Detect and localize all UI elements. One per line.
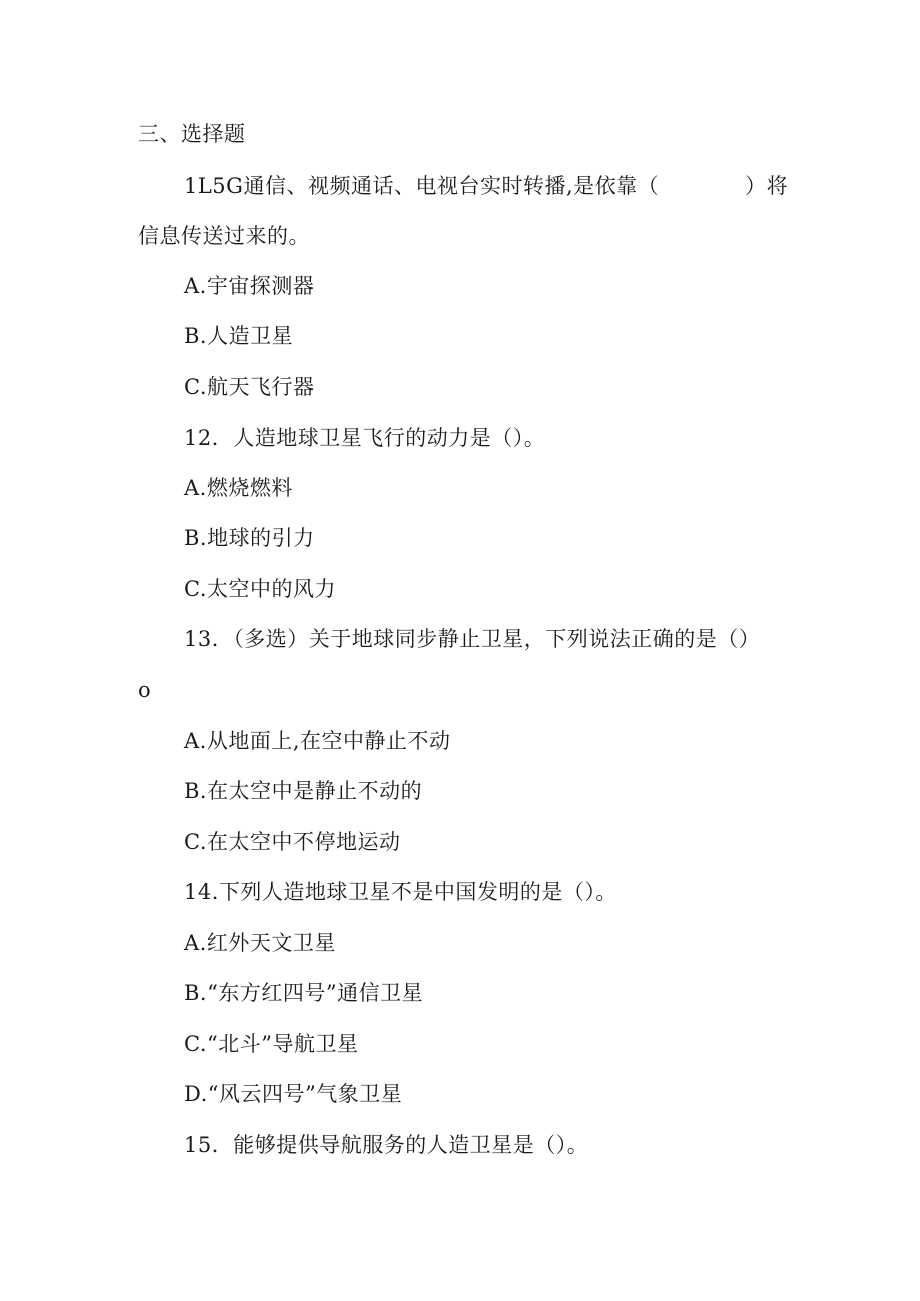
question-11-stem-before-blank: 1L5G通信、视频通话、电视台实时转播,是依靠（ [184, 174, 660, 198]
section-title: 三、选择题 [138, 122, 246, 146]
question-13-option-c: C.在太空中不停地运动 [184, 830, 401, 854]
question-11-stem-after-blank: ）将 [745, 174, 789, 198]
question-11-option-b: B.人造卫星 [184, 324, 294, 348]
question-12-option-a: A.燃烧燃料 [184, 476, 293, 500]
question-11-option-c: C.航天飞行器 [184, 375, 315, 399]
question-11-option-a: A.宇宙探测器 [184, 274, 315, 298]
question-13-option-a: A.从地面上,在空中静止不动 [184, 729, 451, 753]
question-12-stem: 12．人造地球卫星飞行的动力是（）。 [184, 426, 546, 450]
question-14-option-d: D.“风云四号”气象卫星 [184, 1082, 403, 1106]
question-12-option-c: C.太空中的风力 [184, 577, 336, 601]
question-13-stem-line1: 13．（多选）关于地球同步静止卫星，下列说法正确的是（） [184, 627, 761, 651]
question-11-stem-line1 [184, 172, 788, 200]
question-14-stem: 14.下列人造地球卫星不是中国发明的是（）。 [184, 880, 617, 904]
question-14-option-c: C.“北斗”导航卫星 [184, 1032, 359, 1056]
question-13-option-b: B.在太空中是静止不动的 [184, 779, 423, 803]
question-13-stem-line2: o [138, 678, 152, 702]
question-15-stem: 15．能够提供导航服务的人造卫星是（）。 [184, 1133, 589, 1157]
question-11-stem-line2: 信息传送过来的。 [138, 224, 310, 248]
question-12-option-b: B.地球的引力 [184, 526, 315, 550]
question-14-option-b: B.“东方红四号”通信卫星 [184, 981, 424, 1005]
question-14-option-a: A.红外天文卫星 [184, 931, 336, 955]
